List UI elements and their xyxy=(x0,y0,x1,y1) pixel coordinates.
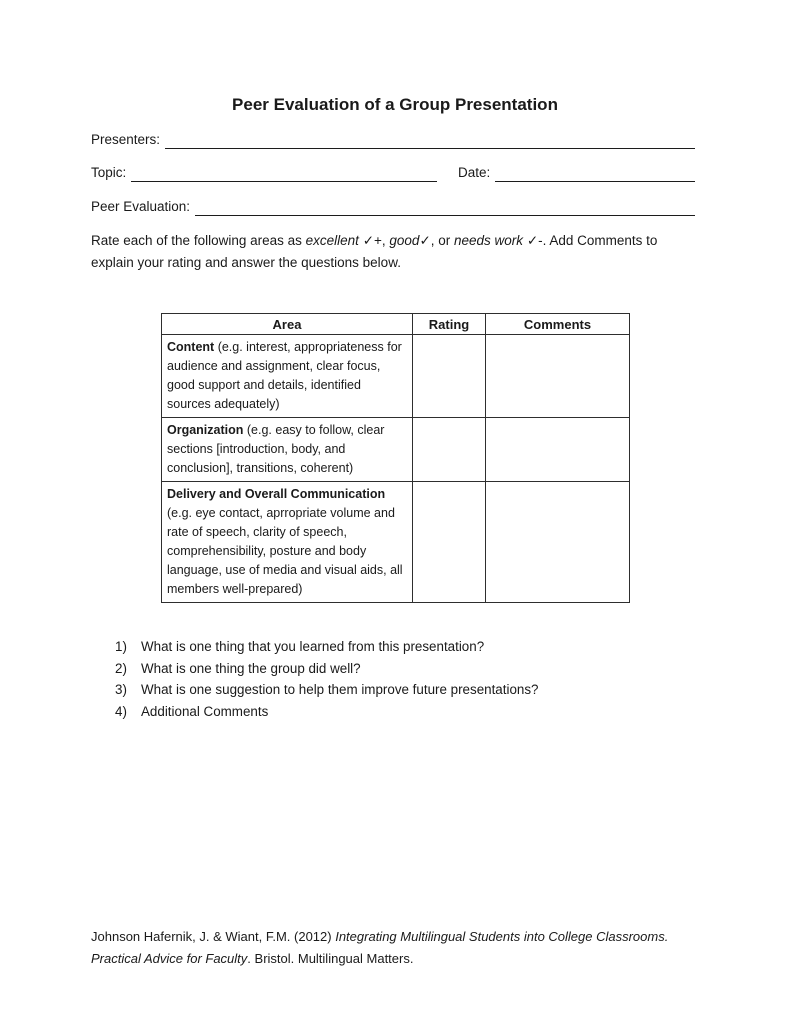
question-1-number: 1) xyxy=(115,639,127,654)
organization-rating-cell[interactable] xyxy=(413,418,486,482)
check-icon: ✓, or xyxy=(419,233,455,248)
delivery-comments-cell[interactable] xyxy=(486,482,630,603)
presenters-field xyxy=(91,131,695,149)
delivery-area-title: Delivery and Overall Communication xyxy=(167,487,386,501)
peer-evaluation-label: Peer Evaluation: xyxy=(91,199,191,214)
question-4-number: 4) xyxy=(115,703,127,719)
citation-book-title: Integrating Multilingual Students into College Classrooms. Practical Advice for Faculty xyxy=(91,929,669,966)
topic-label: Topic: xyxy=(91,165,127,180)
delivery-area-cell xyxy=(162,482,413,603)
organization-comments-cell[interactable] xyxy=(486,418,630,482)
excellent-term: excellent xyxy=(305,233,359,248)
delivery-area-detail: (e.g. eye contact, aprropriate volume and rate of speech, clarity of speech, comprehensibility, posture and body language, use of media and visual aids, all members well-prepared) xyxy=(167,506,403,596)
question-item-3 xyxy=(115,679,595,701)
delivery-rating-cell[interactable] xyxy=(413,482,486,603)
content-area-title: Content xyxy=(167,340,215,354)
question-3-number: 3) xyxy=(115,682,127,697)
citation-authors: Johnson Hafernik, J. & Wiant, F.M. (2012) xyxy=(91,929,336,944)
table-row-delivery xyxy=(162,482,630,603)
questions-list xyxy=(115,636,595,722)
area-column-header: Area xyxy=(162,314,413,335)
organization-area-title: Organization xyxy=(167,423,244,437)
date-field xyxy=(458,164,695,182)
question-item-4 xyxy=(115,701,595,723)
needs-work-term: needs work xyxy=(454,233,524,248)
question-2-number: 2) xyxy=(115,660,127,676)
content-area-cell xyxy=(162,335,413,418)
content-rating-cell[interactable] xyxy=(413,335,486,418)
question-item-1 xyxy=(115,636,595,658)
content-comments-cell[interactable] xyxy=(486,335,630,418)
table-header-row xyxy=(162,314,630,335)
presenters-label: Presenters: xyxy=(91,132,161,147)
table-row-organization xyxy=(162,418,630,482)
content-area-detail: (e.g. interest, appropriateness for audience and assignment, clear focus, good support and details, identified sources adequately) xyxy=(167,340,402,411)
presenters-blank-line[interactable] xyxy=(165,132,695,149)
comments-column-header: Comments xyxy=(486,314,630,335)
evaluation-table xyxy=(161,313,630,603)
question-4-text: Additional Comments xyxy=(141,703,269,719)
rating-instructions xyxy=(91,230,693,274)
rating-column-header: Rating xyxy=(413,314,486,335)
topic-field xyxy=(91,164,437,182)
peer-evaluation-field xyxy=(91,198,695,216)
date-blank-line[interactable] xyxy=(495,165,695,182)
good-term: good xyxy=(389,233,420,248)
question-2-text: What is one thing the group did well? xyxy=(141,660,361,676)
table-row-content xyxy=(162,335,630,418)
citation-publisher: . Bristol. Multilingual Matters. xyxy=(247,951,414,966)
question-1-text: What is one thing that you learned from this presentation? xyxy=(141,639,485,654)
question-item-2 xyxy=(115,658,595,680)
question-3-text: What is one suggestion to help them improve future presentations? xyxy=(141,682,539,697)
date-label: Date: xyxy=(458,165,491,180)
organization-area-detail: (e.g. easy to follow, clear sections [introduction, body, and conclusion], transitions, coherent) xyxy=(167,423,385,475)
topic-blank-line[interactable] xyxy=(131,165,437,182)
peer-evaluation-blank-line[interactable] xyxy=(195,199,695,216)
check-plus-icon: ✓+, xyxy=(358,233,390,248)
source-citation xyxy=(91,926,699,970)
organization-area-cell xyxy=(162,418,413,482)
page-title: Peer Evaluation of a Group Presentation xyxy=(232,95,558,114)
check-minus-icon: ✓-. Add Comments to explain your rating and answer the questions below. xyxy=(91,233,658,270)
instructions-text-1: Rate each of the following areas as xyxy=(91,233,306,248)
